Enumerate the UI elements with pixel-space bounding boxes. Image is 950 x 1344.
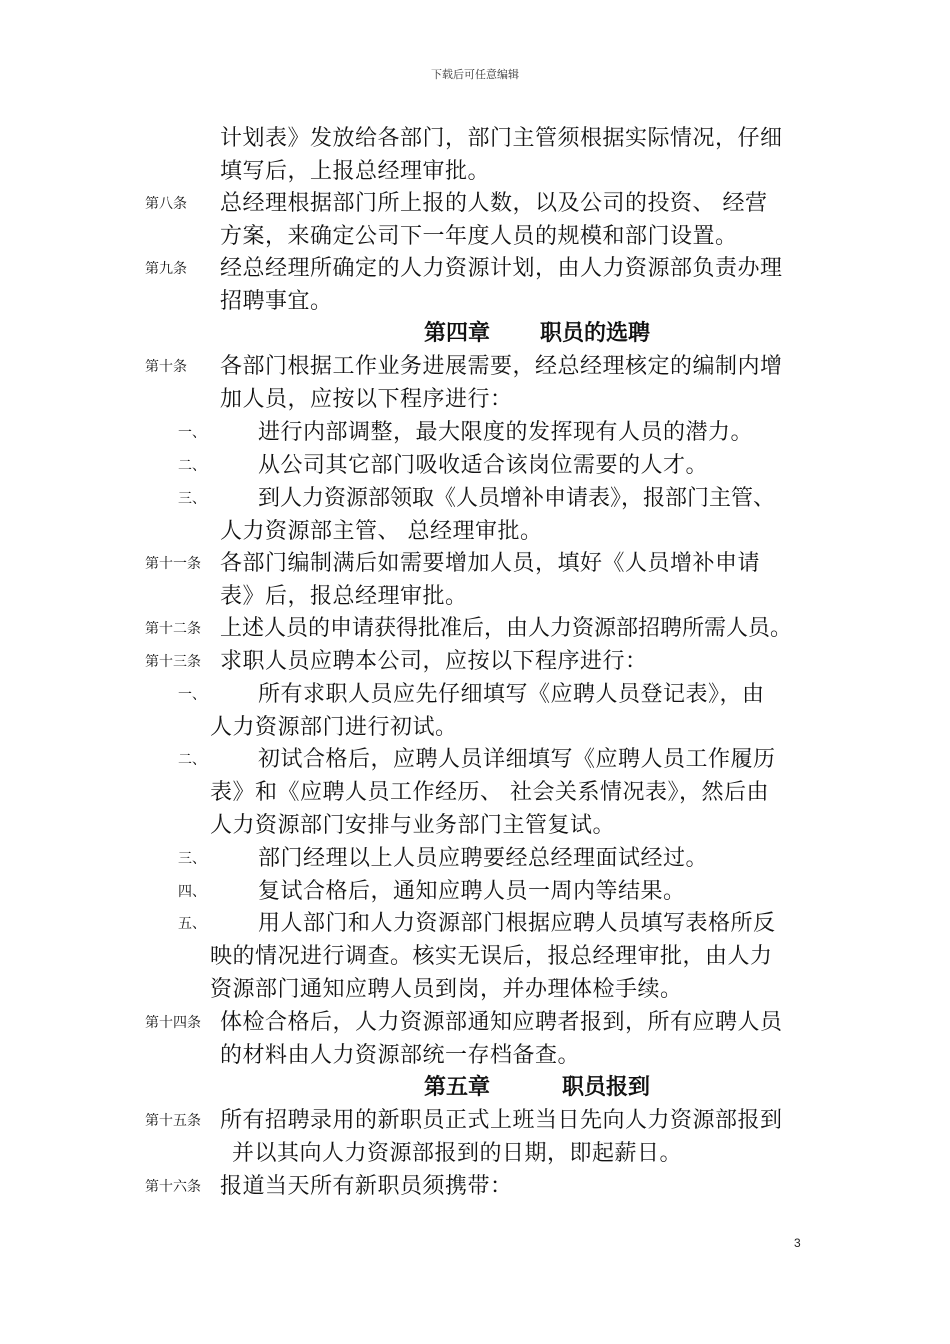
- text-line: 所有求职人员应先仔细填写《应聘人员登记表》，由: [258, 682, 765, 707]
- article-label: 第十四条: [145, 1015, 201, 1031]
- article-label: 第八条: [145, 196, 187, 212]
- text-line: 并以其向人力资源部报到的日期，即起薪日。: [232, 1141, 683, 1166]
- article-label: 第十六条: [145, 1179, 201, 1195]
- article-label: 第九条: [145, 261, 187, 277]
- text-line: 初试合格后，应聘人员详细填写《应聘人员工作履历: [258, 747, 776, 772]
- text-line: 招聘事宜。: [220, 289, 333, 314]
- text-line: 方案，来确定公司下一年度人员的规模和部门设置。: [220, 224, 738, 249]
- article-label: 第十条: [145, 359, 187, 375]
- text-line: 用人部门和人力资源部门根据应聘人员填写表格所反: [258, 911, 776, 936]
- text-line: 人力资源部主管、 总经理审批。: [220, 519, 543, 544]
- text-line: 人力资源部门进行初试。: [210, 715, 458, 740]
- item-label: 一、: [178, 687, 206, 703]
- text-line: 表》和《应聘人员工作经历、 社会关系情况表》，然后由: [210, 780, 769, 805]
- chapter-heading: 第五章: [424, 1075, 491, 1100]
- text-line: 从公司其它部门吸收适合该岗位需要的人才。: [258, 453, 709, 478]
- text-line: 加人员，应按以下程序进行：: [220, 387, 513, 412]
- text-line: 部门经理以上人员应聘要经总经理面试经过。: [258, 846, 709, 871]
- chapter-title: 职员报到: [562, 1075, 651, 1100]
- text-line: 映的情况进行调查。核实无误后，报总经理审批，由人力: [210, 944, 773, 969]
- text-line: 资源部门通知应聘人员到岗，并办理体检手续。: [210, 977, 683, 1002]
- page-header: 下载后可任意编辑: [431, 68, 519, 81]
- text-line: 计划表》发放给各部门，部门主管须根据实际情况，仔细: [220, 126, 783, 151]
- article-label: 第十三条: [145, 654, 201, 670]
- item-label: 一、: [178, 425, 206, 441]
- article-label: 第十二条: [145, 621, 201, 637]
- text-line: 表》后，报总经理审批。: [220, 584, 468, 609]
- text-line: 各部门编制满后如需要增加人员，填好《人员增补申请: [220, 551, 761, 576]
- page-number: 3: [794, 1236, 801, 1250]
- chapter-title: 职员的选聘: [540, 321, 651, 346]
- chapter-heading: 第四章: [424, 321, 491, 346]
- text-line: 到人力资源部领取《人员增补申请表》，报部门主管、: [258, 486, 776, 511]
- article-label: 第十五条: [145, 1113, 201, 1129]
- text-line: 填写后，上报总经理审批。: [220, 159, 491, 184]
- item-label: 四、: [178, 884, 206, 900]
- text-line: 各部门根据工作业务进展需要，经总经理核定的编制内增: [220, 354, 783, 379]
- text-line: 所有招聘录用的新职员正式上班当日先向人力资源部报到: [220, 1108, 783, 1133]
- text-line: 求职人员应聘本公司，应按以下程序进行：: [220, 649, 648, 674]
- item-label: 三、: [178, 851, 206, 867]
- text-line: 的材料由人力资源部统一存档备查。: [220, 1043, 581, 1068]
- item-label: 二、: [178, 458, 206, 474]
- article-label: 第十一条: [145, 556, 201, 572]
- text-line: 复试合格后，通知应聘人员一周内等结果。: [258, 879, 686, 904]
- text-line: 总经理根据部门所上报的人数，以及公司的投资、 经营: [220, 191, 768, 216]
- item-label: 二、: [178, 752, 206, 768]
- text-line: 进行内部调整，最大限度的发挥现有人员的潜力。: [258, 420, 754, 445]
- text-line: 经总经理所确定的人力资源计划，由人力资源部负责办理: [220, 256, 783, 281]
- text-line: 报道当天所有新职员须携带：: [220, 1174, 513, 1199]
- text-line: 上述人员的申请获得批准后，由人力资源部招聘所需人员。: [220, 616, 793, 641]
- item-label: 五、: [178, 916, 206, 932]
- text-line: 人力资源部门安排与业务部门主管复试。: [210, 813, 616, 838]
- text-line: 体检合格后，人力资源部通知应聘者报到，所有应聘人员: [220, 1010, 783, 1035]
- item-label: 三、: [178, 491, 206, 507]
